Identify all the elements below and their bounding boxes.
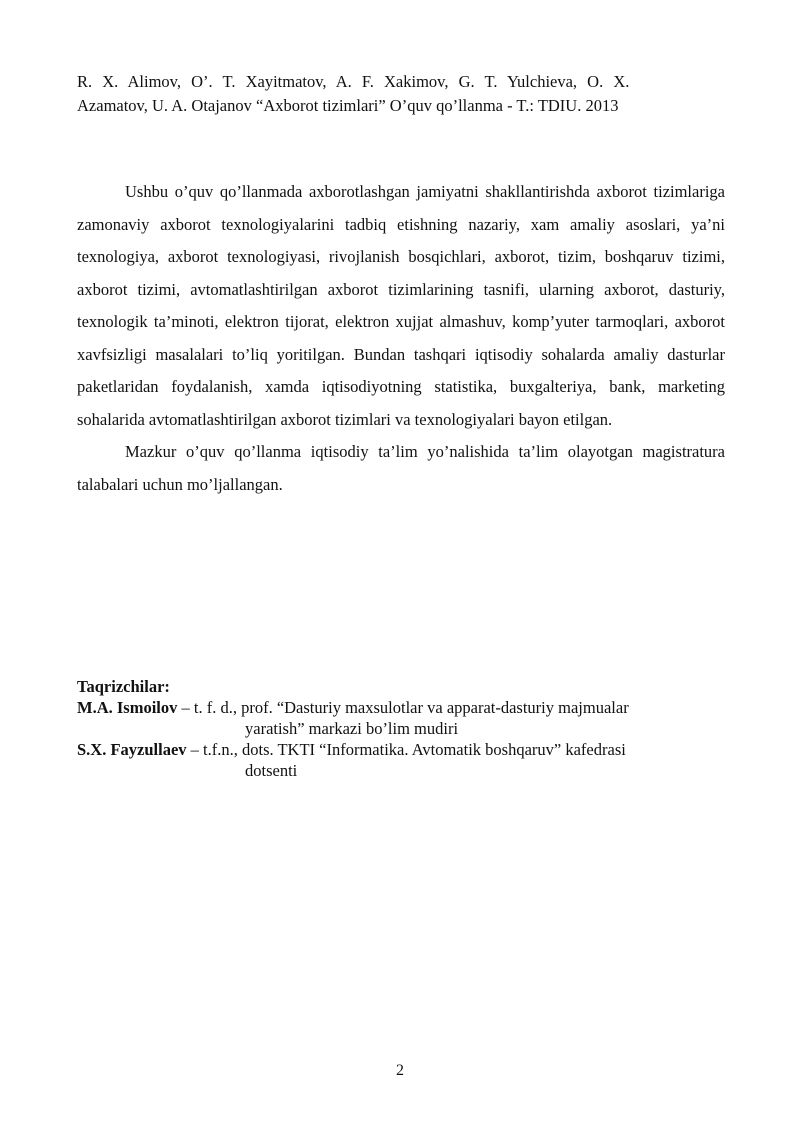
- reviewers-section: [77, 676, 727, 781]
- reviewer-entry: [77, 739, 727, 781]
- abstract-paragraph-1: Ushbu o’quv qo’llanmada axborotlashgan jamiyatni shakllantirishda axborot tizimlariga zamonaviy axborot texnologiyalarini tadbiq etishning nazariy, xam amaliy asoslari, ya’ni texnologiya, axborot texnologiyasi, rivojlanish bosqichlari, axborot, tizim, boshqaruv tizimi, axborot tizimi, avtomatlashtirilgan axborot tizimlarining tasnifi, ularning axborot, dasturiy, texnologik ta’minoti, elektron tijorat, elektron xujjat almashuv, komp’yuter tarmoqlari, axborot xavfsizligi masalalari to’liq yoritilgan. Bundan tashqari iqtisodiy sohalarda amaliy dasturlar paketlaridan foydalanish, xamda iqtisodiyotning statistika, buxgalteriya, bank, marketing sohalarida avtomatlashtirilgan axborot tizimlari va texnologiyalari bayon etilgan.: [77, 182, 725, 429]
- reviewer-name: S.X. Fayzullaev: [77, 740, 187, 759]
- citation-line-1: R. X. Alimov, O’. T. Xayitmatov, A. F. Xakimov, G. T. Yulchieva, O. X.: [77, 72, 630, 91]
- citation-line-2: Azamatov, U. A. Otajanov “Axborot tizimlari” O’quv qo’llanma - T.: TDIU. 2013: [77, 96, 619, 115]
- bibliographic-citation: [77, 70, 727, 118]
- reviewer-details-continued: dotsenti: [245, 761, 298, 780]
- reviewer-details-continued: yaratish” markazi bo’lim mudiri: [245, 719, 459, 738]
- reviewer-details: – t. f. d., prof. “Dasturiy maxsulotlar va apparat-dasturiy majmualar: [177, 698, 629, 717]
- page-number: 2: [396, 1062, 404, 1079]
- reviewer-details: – t.f.n., dots. TKTI “Informatika. Avtomatik boshqaruv” kafedrasi: [186, 740, 626, 759]
- abstract-paragraph-2: Mazkur o’quv qo’llanma iqtisodiy ta’lim yo’nalishida ta’lim olayotgan magistratura talabalari uchun mo’ljallangan.: [77, 442, 725, 494]
- reviewers-heading: Taqrizchilar:: [77, 677, 170, 696]
- abstract: [77, 176, 725, 501]
- reviewer-name: M.A. Ismoilov: [77, 698, 178, 717]
- reviewer-entry: [77, 697, 727, 739]
